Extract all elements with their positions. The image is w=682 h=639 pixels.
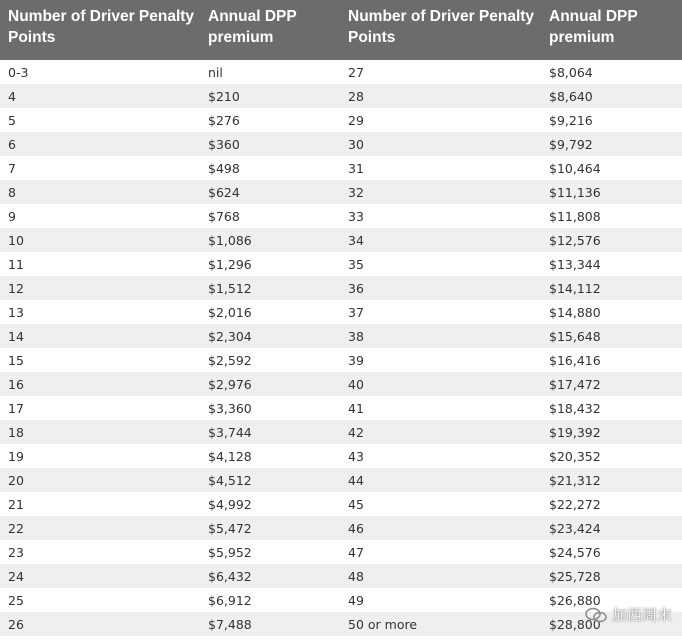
table-row: [0, 540, 682, 564]
table-body: [0, 60, 682, 636]
annual-premium-cell: $498: [208, 160, 240, 176]
annual-premium-cell: $26,880: [549, 592, 601, 608]
annual-premium-cell: $5,952: [208, 544, 252, 560]
annual-premium-cell: $1,296: [208, 256, 252, 272]
penalty-points-cell: 33: [348, 208, 364, 224]
penalty-points-cell: 49: [348, 592, 364, 608]
penalty-points-cell: 24: [8, 568, 24, 584]
table-header: [0, 0, 682, 60]
penalty-points-cell: 26: [8, 616, 24, 632]
annual-premium-cell: nil: [208, 64, 223, 80]
penalty-points-cell: 21: [8, 496, 24, 512]
table-row: [0, 468, 682, 492]
annual-premium-cell: $2,592: [208, 352, 252, 368]
annual-premium-cell: $24,576: [549, 544, 601, 560]
penalty-points-cell: 7: [8, 160, 16, 176]
header-penalty-points-2: Number of Driver Penalty Points: [348, 8, 535, 46]
annual-premium-cell: $276: [208, 112, 240, 128]
penalty-points-cell: 5: [8, 112, 16, 128]
annual-premium-cell: $22,272: [549, 496, 601, 512]
table-row: [0, 156, 682, 180]
annual-premium-cell: $4,512: [208, 472, 252, 488]
penalty-points-cell: 18: [8, 424, 24, 440]
annual-premium-cell: $23,424: [549, 520, 601, 536]
annual-premium-cell: $9,216: [549, 112, 593, 128]
penalty-points-cell: 17: [8, 400, 24, 416]
table-row: [0, 444, 682, 468]
penalty-points-cell: 12: [8, 280, 24, 296]
annual-premium-cell: $1,512: [208, 280, 252, 296]
annual-premium-cell: $9,792: [549, 136, 593, 152]
penalty-points-cell: 46: [348, 520, 364, 536]
watermark: [585, 604, 672, 625]
penalty-points-cell: 27: [348, 64, 364, 80]
penalty-points-cell: 11: [8, 256, 24, 272]
annual-premium-cell: $12,576: [549, 232, 601, 248]
penalty-points-cell: 34: [348, 232, 364, 248]
watermark-text: 加西周末: [611, 606, 672, 624]
table-row: [0, 588, 682, 612]
table-row: [0, 228, 682, 252]
penalty-points-cell: 9: [8, 208, 16, 224]
table-row: [0, 324, 682, 348]
penalty-points-cell: 6: [8, 136, 16, 152]
annual-premium-cell: $14,112: [549, 280, 601, 296]
penalty-points-cell: 43: [348, 448, 364, 464]
penalty-points-cell: 29: [348, 112, 364, 128]
annual-premium-cell: $210: [208, 88, 240, 104]
table-row: [0, 180, 682, 204]
penalty-points-cell: 0-3: [8, 64, 29, 80]
penalty-points-cell: 8: [8, 184, 16, 200]
table-row: [0, 132, 682, 156]
penalty-points-cell: 13: [8, 304, 24, 320]
annual-premium-cell: $6,912: [208, 592, 252, 608]
annual-premium-cell: $21,312: [549, 472, 601, 488]
annual-premium-cell: $2,976: [208, 376, 252, 392]
annual-premium-cell: $624: [208, 184, 240, 200]
penalty-points-cell: 25: [8, 592, 24, 608]
penalty-points-cell: 32: [348, 184, 364, 200]
penalty-points-cell: 30: [348, 136, 364, 152]
penalty-points-cell: 14: [8, 328, 24, 344]
annual-premium-cell: $8,640: [549, 88, 593, 104]
penalty-points-cell: 19: [8, 448, 24, 464]
penalty-points-cell: 44: [348, 472, 364, 488]
penalty-points-cell: 42: [348, 424, 364, 440]
penalty-points-cell: 20: [8, 472, 24, 488]
annual-premium-cell: $2,016: [208, 304, 252, 320]
annual-premium-cell: $8,064: [549, 64, 593, 80]
table-row: [0, 84, 682, 108]
penalty-points-cell: 23: [8, 544, 24, 560]
annual-premium-cell: $28,800: [549, 616, 601, 632]
annual-premium-cell: $20,352: [549, 448, 601, 464]
annual-premium-cell: $1,086: [208, 232, 252, 248]
annual-premium-cell: $16,416: [549, 352, 601, 368]
penalty-points-cell: 10: [8, 232, 24, 248]
annual-premium-cell: $3,744: [208, 424, 252, 440]
penalty-points-cell: 31: [348, 160, 364, 176]
annual-premium-cell: $19,392: [549, 424, 601, 440]
annual-premium-cell: $18,432: [549, 400, 601, 416]
table-row: [0, 252, 682, 276]
annual-premium-cell: $3,360: [208, 400, 252, 416]
penalty-points-cell: 45: [348, 496, 364, 512]
penalty-points-cell: 4: [8, 88, 16, 104]
annual-premium-cell: $4,992: [208, 496, 252, 512]
header-annual-premium-2: Annual DPP premium: [549, 8, 638, 46]
penalty-points-cell: 15: [8, 352, 24, 368]
table-row: [0, 612, 682, 636]
annual-premium-cell: $360: [208, 136, 240, 152]
penalty-points-cell: 38: [348, 328, 364, 344]
penalty-points-cell: 39: [348, 352, 364, 368]
annual-premium-cell: $25,728: [549, 568, 601, 584]
table-row: [0, 300, 682, 324]
annual-premium-cell: $2,304: [208, 328, 252, 344]
penalty-points-cell: 41: [348, 400, 364, 416]
penalty-points-cell: 35: [348, 256, 364, 272]
annual-premium-cell: $17,472: [549, 376, 601, 392]
table-row: [0, 60, 682, 84]
annual-premium-cell: $14,880: [549, 304, 601, 320]
annual-premium-cell: $11,808: [549, 208, 601, 224]
annual-premium-cell: $11,136: [549, 184, 601, 200]
penalty-points-cell: 48: [348, 568, 364, 584]
table-row: [0, 492, 682, 516]
annual-premium-cell: $7,488: [208, 616, 252, 632]
table-row: [0, 204, 682, 228]
annual-premium-cell: $4,128: [208, 448, 252, 464]
table-row: [0, 564, 682, 588]
penalty-points-cell: 37: [348, 304, 364, 320]
table-row: [0, 372, 682, 396]
annual-premium-cell: $768: [208, 208, 240, 224]
table-row: [0, 108, 682, 132]
annual-premium-cell: $10,464: [549, 160, 601, 176]
table-row: [0, 276, 682, 300]
penalty-points-cell: 22: [8, 520, 24, 536]
annual-premium-cell: $5,472: [208, 520, 252, 536]
chat-bubble-icon: [585, 607, 607, 623]
table-row: [0, 420, 682, 444]
annual-premium-cell: $13,344: [549, 256, 601, 272]
penalty-points-cell: 28: [348, 88, 364, 104]
table-row: [0, 516, 682, 540]
penalty-points-cell: 40: [348, 376, 364, 392]
penalty-points-cell: 36: [348, 280, 364, 296]
table-row: [0, 348, 682, 372]
penalty-points-cell: 50 or more: [348, 616, 418, 632]
penalty-points-cell: 16: [8, 376, 24, 392]
header-penalty-points-1: Number of Driver Penalty Points: [8, 8, 195, 46]
table-row: [0, 396, 682, 420]
annual-premium-cell: $15,648: [549, 328, 601, 344]
annual-premium-cell: $6,432: [208, 568, 252, 584]
header-annual-premium-1: Annual DPP premium: [208, 8, 297, 46]
penalty-points-cell: 47: [348, 544, 364, 560]
